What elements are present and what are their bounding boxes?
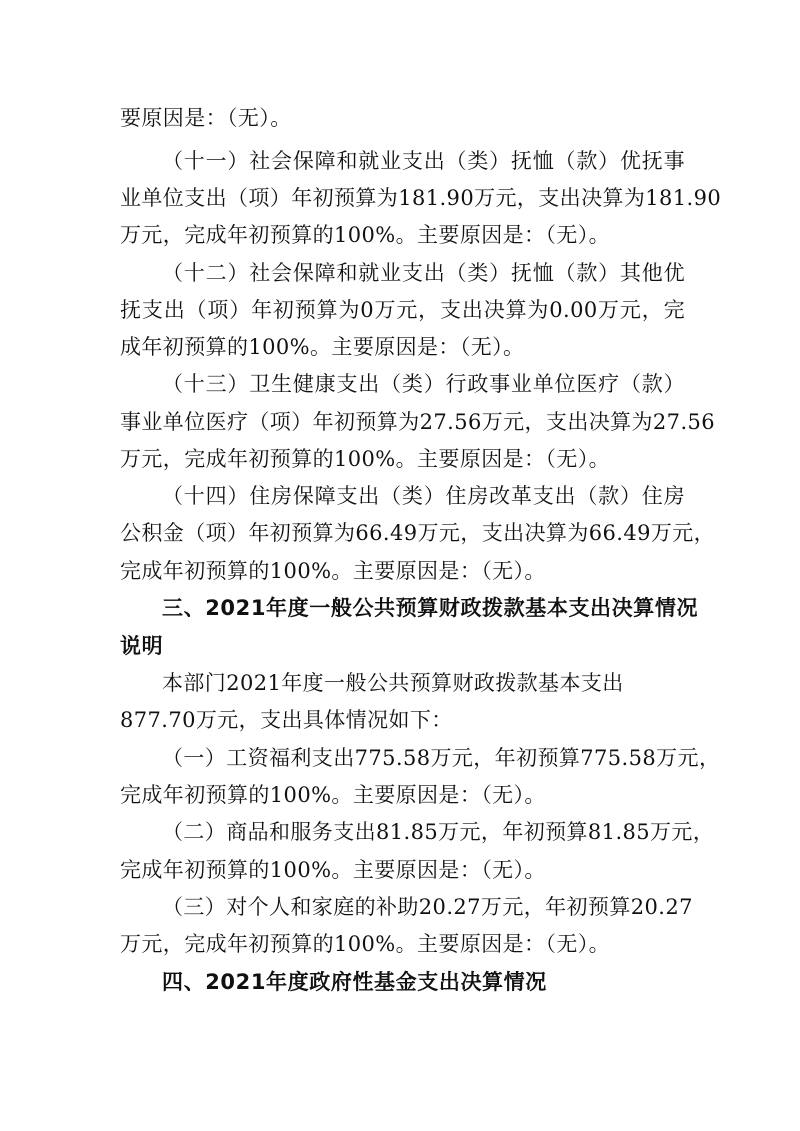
section-heading: 四、2021年度政府性基金支出决算情况 [162, 970, 547, 994]
text-line: 本部门2021年度一般公共预算财政拨款基本支出 [162, 671, 624, 695]
text-line: 完成年初预算的100%。主要原因是：（无）。 [120, 559, 546, 583]
text-line: 公积金（项）年初预算为66.49万元，支出决算为66.49万元， [120, 521, 716, 545]
text-line: 成年初预算的100%。主要原因是：（无）。 [120, 335, 525, 359]
text-line: （三）对个人和家庭的补助20.27万元，年初预算20.27 [162, 895, 693, 919]
text-line: 万元，完成年初预算的100%。主要原因是：（无）。 [120, 932, 611, 956]
text-line: 万元，完成年初预算的100%。主要原因是：（无）。 [120, 223, 611, 247]
text-line: 完成年初预算的100%。主要原因是：（无）。 [120, 783, 546, 807]
text-line: 业单位支出（项）年初预算为181.90万元，支出决算为181.90 [120, 186, 722, 210]
text-line: 抚支出（项）年初预算为0万元，支出决算为0.00万元，完 [120, 298, 685, 322]
text-line: 万元，完成年初预算的100%。主要原因是：（无）。 [120, 447, 611, 471]
text-line: 要原因是：（无）。 [120, 106, 292, 130]
text-line: （十二）社会保障和就业支出（类）抚恤（款）其他优 [162, 261, 685, 285]
text-line: 877.70万元，支出具体情况如下： [120, 708, 453, 732]
section-heading: 说明 [120, 634, 164, 658]
text-line: （一）工资福利支出775.58万元，年初预算775.58万元， [162, 746, 721, 770]
text-line: （十一）社会保障和就业支出（类）抚恤（款）优抚事 [162, 149, 685, 173]
text-line: 完成年初预算的100%。主要原因是：（无）。 [120, 858, 546, 882]
text-line: （十四）住房保障支出（类）住房改革支出（款）住房 [162, 484, 685, 508]
section-heading: 三、2021年度一般公共预算财政拨款基本支出决算情况 [162, 596, 699, 620]
text-line: （十三）卫生健康支出（类）行政事业单位医疗（款） [162, 372, 685, 396]
text-line: （二）商品和服务支出81.85万元，年初预算81.85万元， [162, 820, 715, 844]
text-line: 事业单位医疗（项）年初预算为27.56万元，支出决算为27.56 [120, 410, 716, 434]
